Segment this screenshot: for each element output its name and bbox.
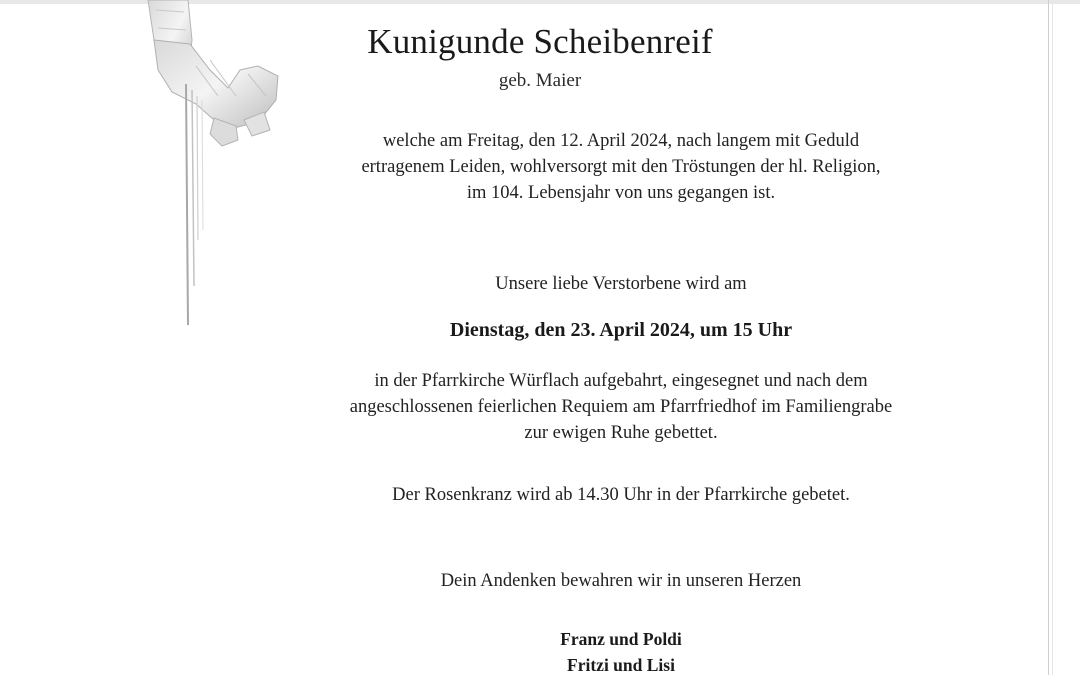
mourner-name: Franz und Poldi	[560, 629, 682, 649]
mourner-name: Fritzi und Lisi	[567, 655, 675, 675]
remembrance-line: Dein Andenken bewahren wir in unseren Herzen	[440, 571, 802, 591]
funeral-date: Dienstag, den 23. April 2024, um 15 Uhr	[449, 319, 793, 341]
maiden-name: geb. Maier	[498, 70, 582, 91]
ceremony-text	[180, 368, 1062, 446]
deceased-name: Kunigunde Scheibenreif	[367, 22, 713, 61]
ceremony-text-line: angeschlossenen feierlichen Requiem am Pfarrfriedhof im Familiengrabe	[349, 397, 893, 417]
ceremony-text-line: in der Pfarrkirche Würflach aufgebahrt, eingesegnet und nach dem	[374, 371, 868, 391]
ceremony-text-line: zur ewigen Ruhe gebettet.	[524, 423, 718, 443]
rosary-notice: Der Rosenkranz wird ab 14.30 Uhr in der Pfarrkirche gebetet.	[392, 485, 850, 505]
death-text-line: im 104. Lebensjahr von uns gegangen ist.	[466, 183, 776, 203]
death-announcement	[180, 128, 1062, 206]
death-text-line: welche am Freitag, den 12. April 2024, nach langem mit Geduld	[382, 131, 860, 151]
funeral-intro: Unsere liebe Verstorbene wird am	[495, 274, 747, 294]
death-text-line: ertragenem Leiden, wohlversorgt mit den Tröstungen der hl. Religion,	[361, 157, 881, 177]
